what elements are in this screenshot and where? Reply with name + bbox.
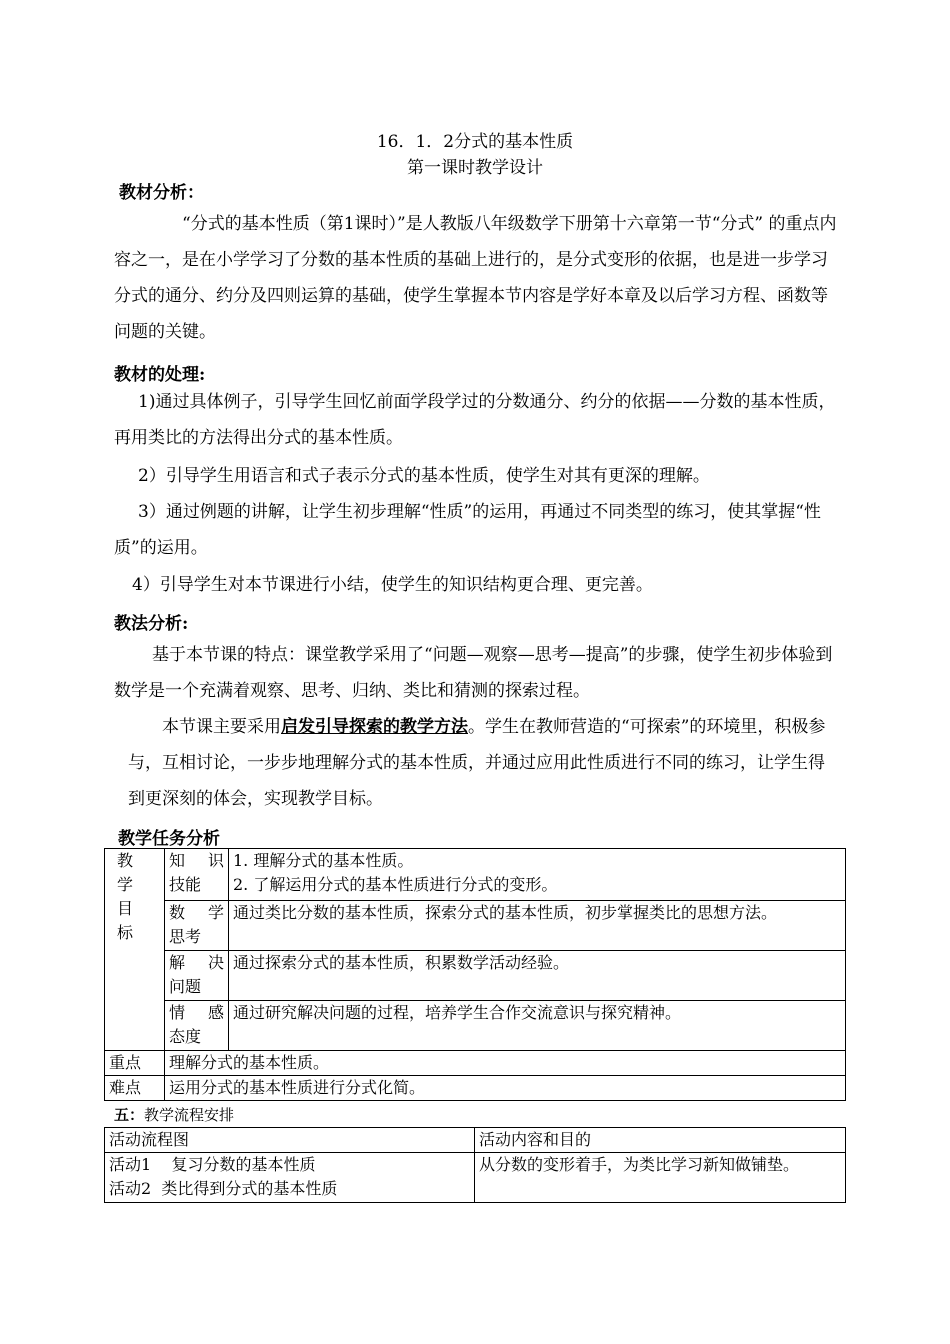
difficulty-content: 运用分式的基本性质进行分式化简。 [165, 1076, 846, 1101]
goal-label-char: 学 [117, 875, 134, 894]
processing-item-3: 3）通过例题的讲解，让学生初步理解“性质”的运用，再通过不同类型的练习，使其掌握“性质”的运用。 [114, 502, 821, 558]
goal-content-attitude: 通过研究解决问题的过程，培养学生合作交流意识与探究精神。 [229, 1001, 846, 1051]
goal-label-cell [105, 849, 165, 1051]
activity-1: 活动1 复习分数的基本性质 [109, 1155, 316, 1174]
flow-col1-header: 活动流程图 [105, 1128, 475, 1153]
document-title: 16．1．2分式的基本性质 [376, 132, 574, 152]
method-text-before: 本节课主要采用 [162, 717, 281, 737]
section-heading-material-processing: 教材的处理: [114, 365, 206, 385]
flow-purpose-cell: 从分数的变形着手，为类比学习新知做铺垫。 [475, 1153, 846, 1203]
method-paragraph-1: 基于本节课的特点：课堂教学采用了“问题—观察—思考—提高”的步骤，使学生初步体验到数学是一个充满着观察、思考、归纳、类比和猜测的探索过程。 [114, 645, 833, 701]
goal-category-thinking: 数 学 思考 [165, 901, 229, 951]
goal-category-attitude: 情 感 态度 [165, 1001, 229, 1051]
activity-2: 活动2 类比得到分式的基本性质 [109, 1179, 338, 1198]
document-subtitle: 第一课时教学设计 [407, 158, 543, 178]
goal-category-problem-solving: 解 决 问题 [165, 951, 229, 1001]
method-emphasis: 启发引导探索的教学方法 [281, 717, 468, 737]
teaching-flow-table [104, 1127, 846, 1203]
key-point-label: 重点 [105, 1051, 165, 1076]
goal-label-char: 标 [117, 923, 134, 942]
section-heading-material-analysis: 教材分析： [119, 183, 204, 203]
goal-content-knowledge: 1. 理解分式的基本性质。 2. 了解运用分式的基本性质进行分式的变形。 [229, 849, 846, 901]
flow-col2-header: 活动内容和目的 [475, 1128, 846, 1153]
goal-label-char: 教 [117, 851, 134, 870]
processing-item-4: 4）引导学生对本节课进行小结，使学生的知识结构更合理、更完善。 [132, 575, 653, 595]
goal-category-knowledge: 知 识 技能 [165, 849, 229, 901]
goal-content-thinking: 通过类比分数的基本性质，探索分式的基本性质，初步掌握类比的思想方法。 [229, 901, 846, 951]
processing-item-1: 1)通过具体例子，引导学生回忆前面学段学过的分数通分、约分的依据——分数的基本性质，再用类比的方法得出分式的基本性质。 [114, 392, 836, 448]
section-heading-teaching-method: 教法分析: [114, 614, 189, 634]
section-heading-flow: 五：教学流程安排 [114, 1106, 235, 1124]
method-paragraph-2 [128, 709, 838, 817]
difficulty-label: 难点 [105, 1076, 165, 1101]
processing-item-2: 2）引导学生用语言和式子表示分式的基本性质，使学生对其有更深的理解。 [138, 466, 710, 486]
section-heading-task-analysis: 教学任务分析 [118, 829, 220, 849]
method-text-after: 。学生在教师营造的“可探索”的环境里，积极参与，互相讨论，一步步地理解分式的基本性质，并通过应用此性质进行不同的练习，让学生得到更深刻的体会，实现教学目标。 [128, 717, 826, 809]
flow-activities-cell [105, 1153, 475, 1203]
material-analysis-paragraph: “分式的基本性质（第1课时）”是人教版八年级数学下册第十六章第一节“分式” 的重点内容之一，是在小学学习了分数的基本性质的基础上进行的，是分式变形的依据，也是进一步学习分式的通分、约分及四则运算的基础，使学生掌握本节内容是学好本章及以后学习方程、函数等问题的关键。 [114, 214, 837, 342]
key-point-content: 理解分式的基本性质。 [165, 1051, 846, 1076]
task-analysis-table [104, 848, 846, 1101]
goal-content-problem-solving: 通过探索分式的基本性质，积累数学活动经验。 [229, 951, 846, 1001]
goal-label-char: 目 [117, 899, 134, 918]
